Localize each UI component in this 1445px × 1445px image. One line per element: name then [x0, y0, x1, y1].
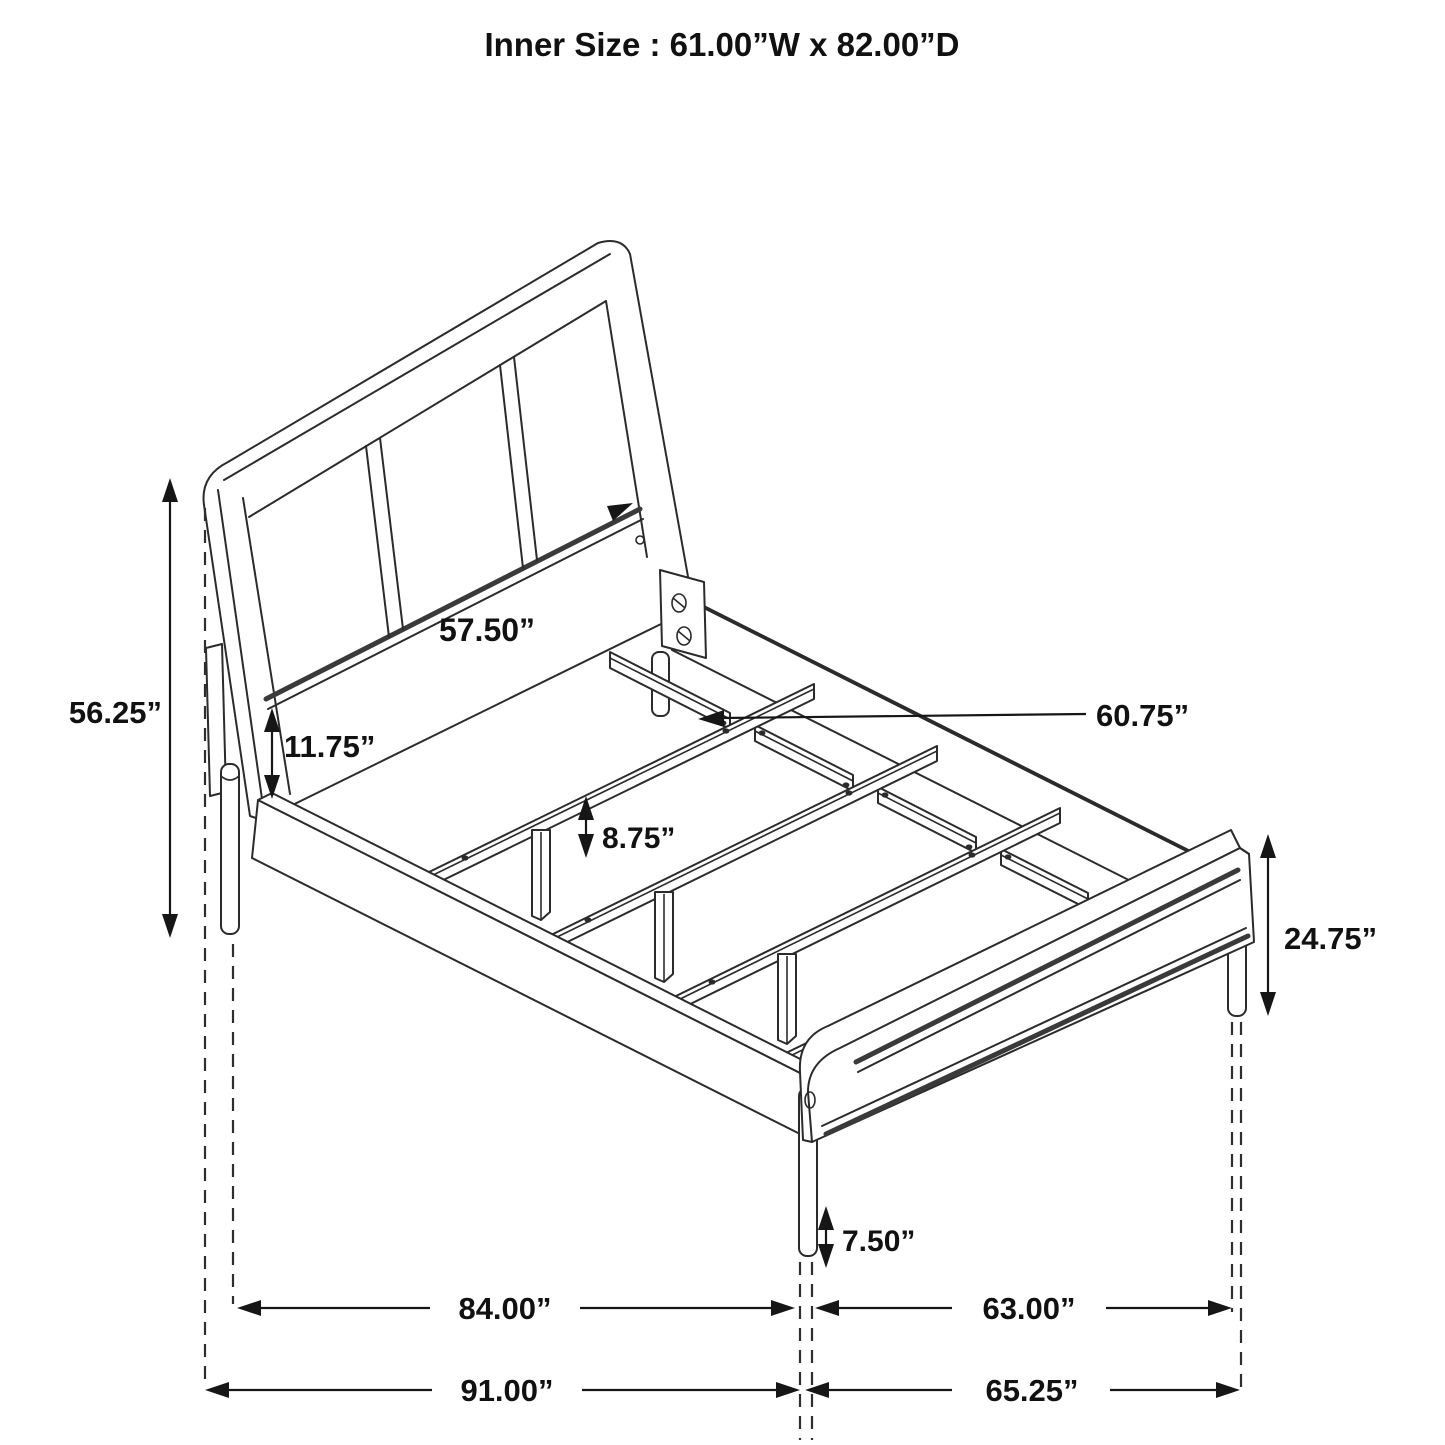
diagram-title: Inner Size : 61.00”W x 82.00”D	[484, 26, 960, 63]
dim-frame-width	[815, 1291, 1232, 1326]
dim-label-overall-width: 65.25”	[985, 1373, 1079, 1408]
headboard-left-leg-post	[221, 764, 239, 934]
rail-mounting-bracket	[660, 570, 706, 658]
dim-footboard-leg-height	[818, 1206, 915, 1268]
dim-frame-length	[237, 1291, 795, 1326]
dim-label-frame-length: 84.00”	[458, 1291, 552, 1326]
dim-label-slat-length: 60.75”	[1096, 698, 1190, 733]
dim-label-frame-width: 63.00”	[982, 1291, 1076, 1326]
dim-overall-length	[205, 1373, 800, 1408]
dim-label-overall-length: 91.00”	[460, 1373, 554, 1408]
footboard-upper-trim	[858, 880, 1240, 1072]
dim-footboard-height	[1260, 834, 1377, 1016]
support-leg-1	[532, 830, 550, 920]
dim-overall-width	[805, 1373, 1240, 1408]
dim-label-headboard-width: 57.50”	[438, 612, 536, 648]
dim-label-headboard-height: 56.25”	[68, 695, 162, 730]
support-leg-3	[778, 954, 796, 1044]
dim-label-footboard-height: 24.75”	[1284, 921, 1378, 956]
footboard	[799, 830, 1254, 1256]
dim-label-footboard-leg-height: 7.50”	[842, 1225, 916, 1258]
dim-label-support-leg-height: 8.75”	[602, 822, 676, 855]
dim-label-rail-gap: 11.75”	[284, 729, 376, 764]
headboard	[204, 241, 695, 820]
footboard-front-face	[808, 848, 1254, 1142]
dim-headboard-height	[69, 478, 178, 938]
support-leg-2	[655, 892, 673, 982]
